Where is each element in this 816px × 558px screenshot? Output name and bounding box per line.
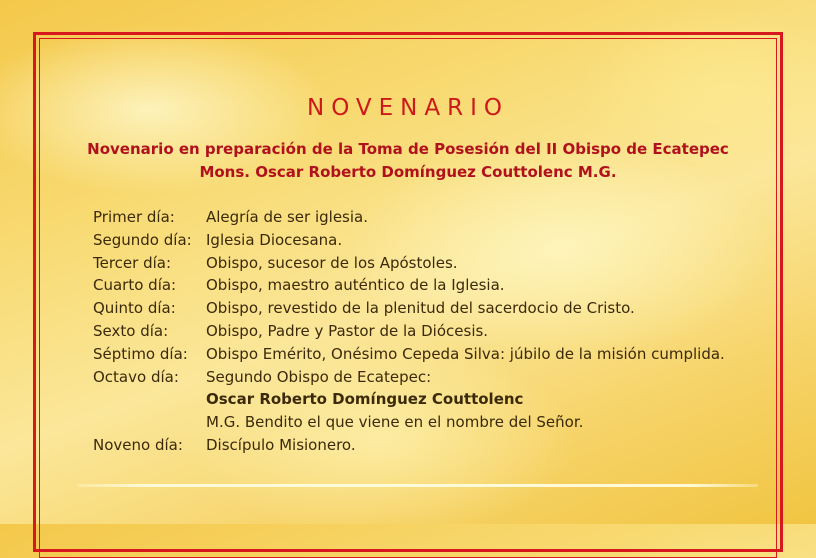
day-label: Cuarto día: — [93, 276, 177, 295]
day-label: Séptimo día: — [93, 344, 188, 363]
day-label: Tercer día: — [93, 253, 172, 272]
bishop-name: Oscar Roberto Domínguez Couttolenc — [206, 390, 524, 409]
section-divider — [78, 484, 758, 487]
schedule-row — [93, 434, 725, 457]
schedule-row — [93, 297, 725, 320]
day-theme: M.G. Bendito el que viene en el nombre del Señor. — [206, 413, 584, 432]
day-label: Quinto día: — [93, 299, 176, 318]
schedule-row — [93, 343, 725, 366]
schedule-row — [93, 388, 725, 411]
day-theme: Obispo, Padre y Pastor de la Diócesis. — [206, 321, 489, 340]
day-label: Sexto día: — [93, 321, 169, 340]
schedule-row — [93, 411, 725, 434]
day-theme: Obispo, maestro auténtico de la Iglesia. — [206, 276, 505, 295]
day-label: Noveno día: — [93, 435, 183, 454]
day-label: Primer día: — [93, 208, 175, 226]
day-theme: Obispo, sucesor de los Apóstoles. — [206, 253, 458, 272]
schedule-row — [93, 229, 725, 252]
schedule-row — [93, 206, 725, 229]
day-theme: Discípulo Misionero. — [206, 435, 356, 454]
day-theme: Obispo Emérito, Onésimo Cepeda Silva: júbilo de la misión cumplida. — [206, 344, 725, 363]
schedule-row — [93, 252, 725, 275]
subtitle-line-1: Novenario en preparación de la Toma de Posesión del II Obispo de Ecatepec — [87, 140, 729, 158]
subtitle-line-2: Mons. Oscar Roberto Domínguez Couttolenc M.G. — [199, 163, 617, 181]
day-theme: Obispo, revestido de la plenitud del sacerdocio de Cristo. — [206, 299, 635, 318]
day-theme: Iglesia Diocesana. — [206, 230, 343, 249]
novena-schedule — [93, 206, 725, 457]
day-label: Segundo día: — [93, 230, 192, 249]
schedule-row — [93, 366, 725, 389]
day-label: Octavo día: — [93, 367, 179, 386]
day-theme: Alegría de ser iglesia. — [206, 208, 368, 226]
schedule-row — [93, 320, 725, 343]
document-title: NOVENARIO — [307, 95, 509, 121]
day-theme: Segundo Obispo de Ecatepec: — [206, 367, 432, 386]
schedule-row — [93, 274, 725, 297]
